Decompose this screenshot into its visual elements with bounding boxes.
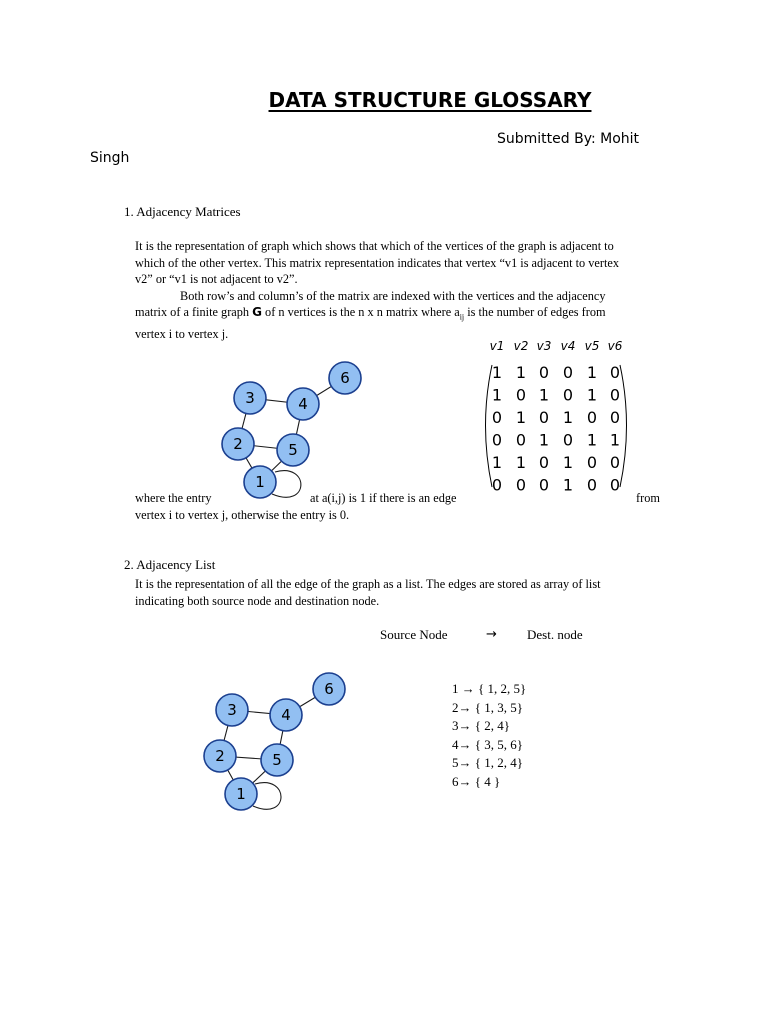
- graph-node-label: 1: [236, 785, 246, 803]
- list-item: 2→ { 1, 3, 5}: [452, 699, 523, 715]
- matrix-header: v5: [584, 339, 600, 353]
- matrix-cell: 1: [586, 430, 598, 450]
- graph-figure-2: [195, 672, 355, 817]
- graph-node-label: 1: [255, 473, 265, 491]
- graph-node-label: 2: [233, 435, 243, 453]
- matrix-cell: 1: [538, 385, 550, 405]
- matrix-cell: 0: [609, 408, 621, 427]
- matrix-right-bracket: [620, 365, 627, 487]
- matrix-cell: 1: [491, 453, 503, 472]
- matrix-cell: 0: [538, 408, 550, 427]
- dest-node-label: Dest. node: [527, 627, 583, 642]
- matrix-cell: 0: [538, 453, 550, 472]
- matrix-cell: 0: [515, 475, 527, 495]
- matrix-header: v1: [489, 339, 505, 353]
- matrix-cell: 1: [491, 385, 503, 405]
- matrix-header: v4: [560, 339, 576, 353]
- submitted-by: Submitted By: Mohit: [497, 131, 640, 147]
- matrix-cell: 0: [609, 453, 621, 472]
- matrix-cell: 1: [538, 430, 550, 450]
- matrix-cell: 0: [515, 430, 527, 450]
- matrix-entry-text: at a(i,j) is 1 if there is an edge: [310, 491, 457, 505]
- adjacency-list-description: [135, 576, 675, 609]
- matrix-cell: 1: [515, 363, 527, 382]
- matrix-cell: 1: [515, 453, 527, 472]
- graph-node-label: 4: [281, 706, 291, 724]
- matrix-cell: 1: [562, 475, 574, 495]
- paragraph-line: It is the representation of graph which shows that which of the vertices of the graph is adjacent to: [135, 239, 614, 253]
- matrix-cell: 0: [609, 363, 621, 382]
- paragraph-line: [135, 304, 675, 326]
- graph-node-label: 3: [245, 389, 255, 407]
- matrix-cell: 0: [586, 453, 598, 472]
- graph-node-label: 2: [215, 747, 225, 765]
- subscript: ij: [459, 312, 465, 322]
- graph-node-label: 6: [324, 680, 334, 698]
- matrix-entry-text: vertex i to vertex j, otherwise the entry is 0.: [135, 508, 350, 522]
- arrow-icon: →: [486, 627, 497, 642]
- matrix-cell: 0: [491, 408, 503, 427]
- author-name-continued: Singh: [90, 150, 130, 166]
- section-heading-adjacency-list: 2. Adjacency List: [124, 557, 216, 572]
- page-title: DATA STRUCTURE GLOSSARY: [268, 88, 592, 112]
- matrix-cell: 1: [491, 363, 503, 382]
- matrix-header: v3: [536, 339, 552, 353]
- graph-node-label: 5: [288, 441, 298, 459]
- paragraph-line: vertex i to vertex j.: [135, 327, 229, 342]
- matrix-cell: 0: [491, 430, 503, 450]
- paragraph-line: indicating both source node and destination node.: [135, 593, 380, 608]
- matrix-cell: 0: [562, 385, 574, 405]
- matrix-cell: 1: [586, 363, 598, 382]
- matrix-header: v2: [513, 339, 529, 353]
- text-fragment: is the number of edges from: [464, 305, 606, 320]
- graph-node-label: 6: [340, 369, 350, 387]
- list-item: 4→ { 3, 5, 6}: [452, 736, 523, 752]
- graph-node-label: 3: [227, 701, 237, 719]
- matrix-cell: 1: [586, 385, 598, 405]
- matrix-cell: 0: [562, 430, 574, 450]
- matrix-cell: 0: [491, 475, 503, 495]
- adjacency-list: [452, 680, 526, 792]
- graph-figure-1: [200, 360, 380, 505]
- text-fragment: matrix of a finite graph: [135, 305, 253, 320]
- text-fragment: of n vertices is the n x n matrix where a: [261, 305, 460, 320]
- matrix-entry-text: from: [636, 491, 660, 505]
- list-item: 3→ { 2, 4}: [452, 718, 510, 734]
- matrix-cell: 1: [609, 430, 621, 450]
- graph-node-label: 5: [272, 751, 282, 769]
- matrix-cell: 0: [515, 385, 527, 405]
- matrix-entry-text: where the entry: [135, 491, 212, 505]
- graph-node-label: 4: [298, 395, 308, 413]
- section-heading-adjacency-matrices: 1. Adjacency Matrices: [124, 204, 241, 219]
- matrix-cell: 0: [609, 475, 621, 495]
- adjacency-matrix: [478, 335, 638, 495]
- matrix-cell: 0: [586, 408, 598, 427]
- matrix-cell: 0: [538, 363, 550, 382]
- matrix-cell: 0: [562, 363, 574, 382]
- paragraph-line: It is the representation of all the edge of the graph as a list. The edges are stored as array of list: [135, 577, 601, 591]
- matrix-cell: 0: [586, 475, 598, 495]
- paragraph-line: which of the other vertex. This matrix representation indicates that vertex “v1 is adjacent to vertex: [135, 255, 619, 270]
- list-item: 5→ { 1, 2, 4}: [452, 755, 523, 771]
- list-item: 1 → { 1, 2, 5}: [452, 681, 527, 696]
- matrix-cell: 1: [562, 408, 574, 427]
- adjacency-matrix-description: [135, 238, 675, 343]
- source-node-label: Source Node: [380, 627, 448, 642]
- matrix-cell: 0: [538, 475, 550, 495]
- paragraph-line: Both row’s and column’s of the matrix are indexed with the vertices and the adjacency: [180, 288, 606, 303]
- paragraph-line: v2” or “v1 is not adjacent to v2”.: [135, 272, 298, 287]
- matrix-header: v6: [607, 339, 623, 353]
- matrix-cell: 1: [515, 408, 527, 427]
- list-item: 6→ { 4 }: [452, 773, 501, 789]
- matrix-cell: 0: [609, 385, 621, 405]
- graph-symbol: G: [252, 305, 262, 320]
- matrix-cell: 1: [562, 453, 574, 472]
